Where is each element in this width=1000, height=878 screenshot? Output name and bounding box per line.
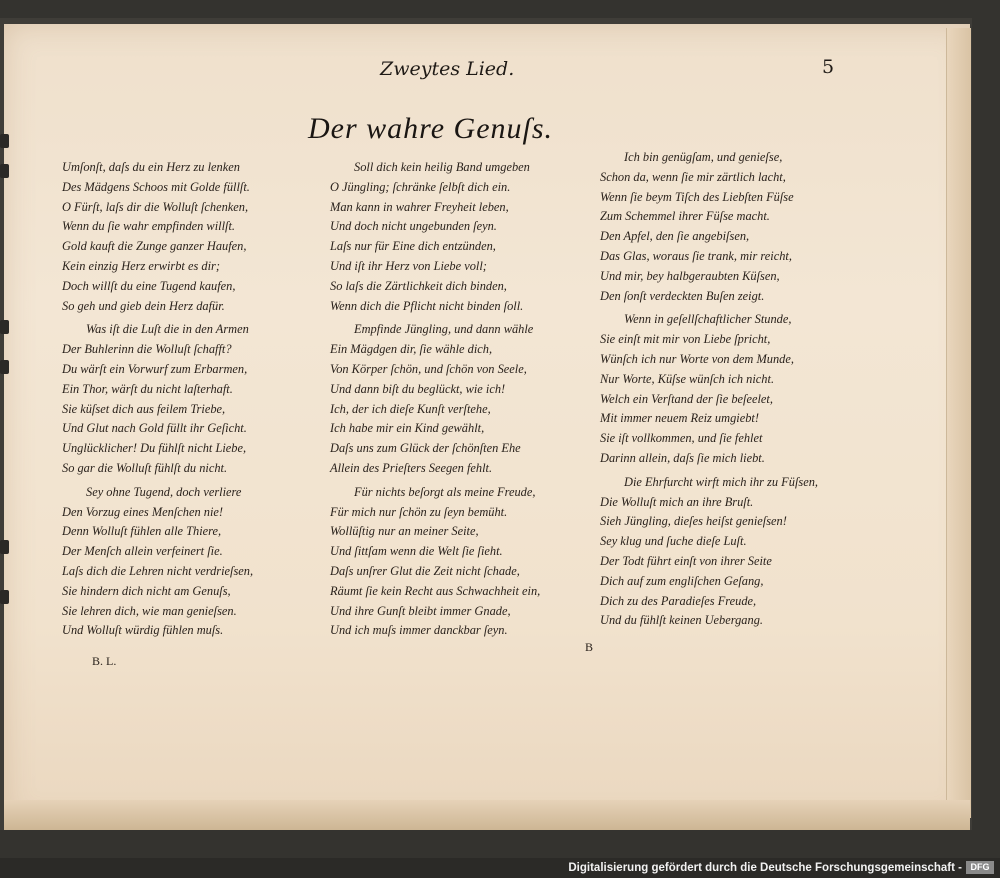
page-number: 5 [822, 56, 835, 78]
verse-line: Unglücklicher! Du fühlſt nicht Liebe, [62, 441, 247, 456]
verse-line: Denn Wolluſt fühlen alle Thiere, [62, 524, 222, 539]
verse-line: Wenn dich die Pflicht nicht binden ſoll. [330, 298, 524, 313]
verse-line: O Jüngling; ſchränke ſelbſt dich ein. [330, 179, 511, 194]
verse-line: Räumt ſie kein Recht aus Schwachheit ein, [330, 583, 541, 598]
verse-line: Für nichts beſorgt als meine Freude, [354, 484, 536, 499]
verse-line: Den Vorzug eines Menſchen nie! [62, 504, 224, 519]
verse-line: Daſs uns zum Glück der ſchönſten Ehe [330, 441, 521, 456]
verse-line: Und dann biſt du beglückt, wie ich! [330, 381, 506, 396]
verse-line: Welch ein Verſtand der ſie beſeelet, [600, 391, 773, 406]
verse-line: Ich, der ich dieſe Kunſt verſtehe, [330, 401, 491, 416]
author-signature: B. L. [92, 654, 117, 668]
verse-line: Das Glas, woraus ſie trank, mir reicht, [600, 248, 792, 263]
verse-line: Die Ehrfurcht wirft mich ihr zu Füſsen, [624, 474, 818, 489]
poem-column-3 [600, 150, 818, 633]
poem-column-1 [62, 160, 253, 643]
verse-line: Man kann in wahrer Freyheit leben, [330, 199, 509, 214]
verse-line: Wenn in geſellſchaftlicher Stunde, [624, 312, 792, 327]
verse-line: Sie einſt mit mir von Liebe ſpricht, [600, 332, 771, 347]
verse-line: Der Menſch allein verfeinert ſie. [62, 544, 223, 559]
verse-line: Soll dich kein heilig Band umgeben [354, 160, 530, 174]
verse-line: Sie küſset dich aus feilem Triebe, [62, 401, 226, 416]
signature-mark: B [585, 640, 594, 654]
verse-line: Von Körper ſchön, und ſchön von Seele, [330, 361, 527, 376]
verse-line: Allein des Prieſters Seegen fehlt. [330, 460, 493, 475]
verse-line: Der Todt führt einſt von ihrer Seite [600, 553, 772, 568]
verse-line: Dich auf zum engliſchen Geſang, [600, 573, 764, 588]
verse-line: Und ſittſam wenn die Welt ſie ſieht. [330, 544, 503, 559]
verse-line: Daſs unſrer Glut die Zeit nicht ſchade, [330, 563, 520, 578]
verse-line: Mit immer neuem Reiz umgiebt! [600, 411, 759, 426]
page-bottom-edge [4, 800, 970, 830]
verse-line: Zum Schemmel ihrer Füſse macht. [600, 209, 770, 224]
page-header: Zweytes Lied. [380, 58, 515, 80]
verse-line: So geh und gieb dein Herz dafür. [62, 298, 225, 313]
verse-line: Sie hindern dich nicht am Genuſs, [62, 583, 231, 598]
verse-line: Wenn ſie beym Tiſch des Liebſten Füſse [600, 189, 794, 204]
binding-tabs [0, 120, 10, 640]
verse-line: Wünſch ich nur Worte von dem Munde, [600, 351, 794, 366]
verse-line: Wollüſtig nur an meiner Seite, [330, 524, 479, 539]
poem-title: Der wahre Genuſs. [308, 112, 554, 145]
verse-line: Für mich nur ſchön zu ſeyn bemüht. [330, 504, 508, 519]
funding-credit: Digitalisierung gefördert durch die Deutsche Forschungsgemeinschaft - [568, 862, 962, 874]
verse-line: Umſonſt, daſs du ein Herz zu lenken [62, 160, 240, 174]
page-edge [946, 28, 971, 818]
verse-line: Sey klug und ſuche dieſe Luſt. [600, 534, 747, 549]
verse-line: Sie lehren dich, wie man genieſsen. [62, 603, 237, 618]
verse-line: Und ihre Gunſt bleibt immer Gnade, [330, 603, 511, 618]
poem-column-2 [330, 160, 540, 643]
verse-line: So gar die Wolluſt fühlſt du nicht. [62, 460, 228, 475]
verse-line: Den ſonſt verdeckten Buſen zeigt. [600, 288, 765, 303]
verse-line: Ich habe mir ein Kind gewählt, [330, 421, 485, 436]
verse-line: Und du fühlſt keinen Uebergang. [600, 613, 763, 628]
verse-line: Und mir, bey halbgeraubten Küſsen, [600, 268, 780, 283]
verse-line: Des Mädgens Schoos mit Golde füllſt. [62, 179, 250, 194]
dfg-logo: DFG [966, 861, 994, 874]
verse-line: Ein Thor, wärſt du nicht laſterhaft. [62, 381, 233, 396]
verse-line: Und Glut nach Gold füllt ihr Geſicht. [62, 421, 247, 436]
verse-line: Und doch nicht ungebunden ſeyn. [330, 219, 497, 234]
verse-line: Laſs dich die Lehren nicht verdrieſsen, [62, 563, 254, 578]
verse-line: Ein Mägdgen dir, ſie wähle dich, [330, 342, 493, 357]
verse-line: O Fürſt, laſs dir die Wolluſt ſchenken, [62, 199, 249, 214]
verse-line: Doch willſt du eine Tugend kaufen, [62, 278, 236, 293]
verse-line: Gold kauft die Zunge ganzer Haufen, [62, 239, 247, 254]
verse-line: Schon da, wenn ſie mir zärtlich lacht, [600, 169, 786, 184]
verse-line: Empfinde Jüngling, und dann wähle [354, 322, 534, 337]
verse-line: Und iſt ihr Herz von Liebe voll; [330, 258, 487, 273]
verse-line: Sieh Jüngling, dieſes heiſst genieſsen! [600, 514, 787, 529]
verse-line: Den Apfel, den ſie angebiſsen, [600, 229, 750, 244]
verse-line: Kein einzig Herz erwirbt es dir; [62, 258, 220, 273]
verse-line: Dich zu des Paradieſes Freude, [600, 593, 757, 608]
verse-line: Wenn du ſie wahr empfinden willſt. [62, 219, 236, 234]
verse-line: Der Buhlerinn die Wolluſt ſchafft? [62, 342, 232, 357]
verse-line: Laſs nur für Eine dich entzünden, [330, 239, 496, 254]
verse-line: Und Wolluſt würdig fühlen muſs. [62, 623, 224, 638]
verse-line: So laſs die Zärtlichkeit dich binden, [330, 278, 507, 293]
verse-line: Die Wolluſt mich an ihre Bruſt. [600, 494, 754, 509]
verse-line: Ich bin genügſam, und genieſse, [624, 150, 783, 164]
verse-line: Du wärſt ein Vorwurf zum Erbarmen, [62, 361, 248, 376]
verse-line: Und ich muſs immer danckbar ſeyn. [330, 623, 508, 638]
verse-line: Darinn allein, daſs ſie mich liebt. [600, 450, 765, 465]
verse-line: Was iſt die Luſt die in den Armen [86, 322, 249, 337]
verse-line: Sie iſt vollkommen, und ſie fehlet [600, 431, 763, 446]
verse-line: Nur Worte, Küſse wünſch ich nicht. [600, 371, 775, 386]
verse-line: Sey ohne Tugend, doch verliere [86, 484, 242, 499]
